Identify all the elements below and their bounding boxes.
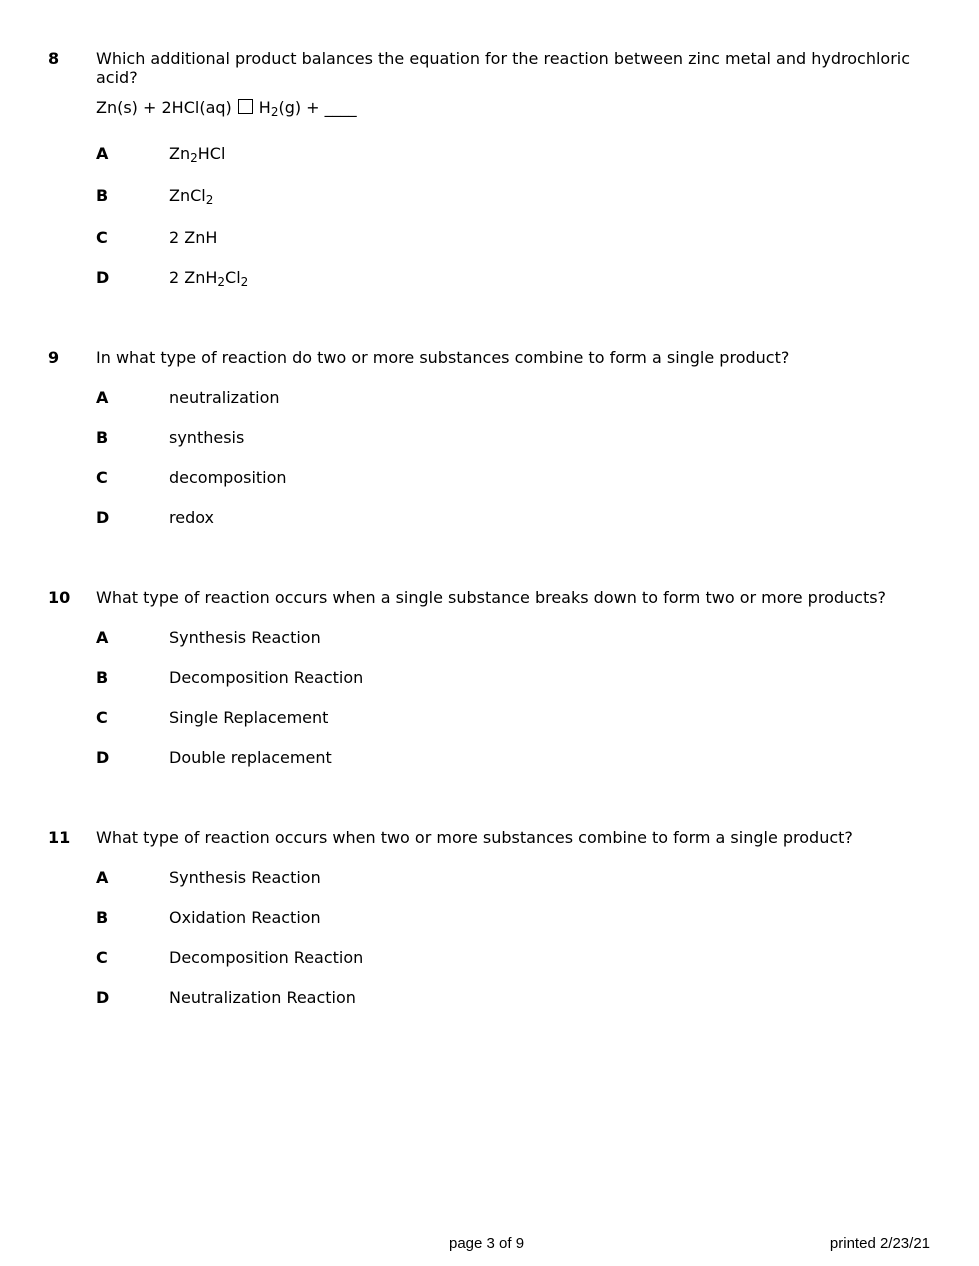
option-text: Decomposition Reaction <box>169 948 364 967</box>
option-text: decomposition <box>169 468 287 487</box>
option-letter: A <box>96 628 109 647</box>
answer-option[interactable] <box>0 388 979 408</box>
answer-option[interactable] <box>0 468 979 488</box>
option-text: synthesis <box>169 428 245 447</box>
option-letter: C <box>96 948 108 967</box>
answer-option[interactable] <box>0 268 979 288</box>
answer-option[interactable] <box>0 988 979 1008</box>
option-text: $Zn_2HCl$ <box>169 144 226 165</box>
question-text: In what type of reaction do two or more substances combine to form a single product? <box>96 348 790 367</box>
question-text: What type of reaction occurs when a single substance breaks down to form two or more products? <box>96 588 887 607</box>
option-letter: C <box>96 468 108 487</box>
option-text: Single Replacement <box>169 708 329 727</box>
option-letter: B <box>96 428 109 447</box>
question-number: 10 <box>48 588 71 607</box>
answer-option[interactable] <box>0 708 979 728</box>
printed-date: printed 2/23/21 <box>829 1235 930 1252</box>
option-text: Double replacement <box>169 748 332 767</box>
option-letter: D <box>96 268 110 287</box>
option-letter: D <box>96 508 110 527</box>
option-letter: A <box>96 388 109 407</box>
option-text: Synthesis Reaction <box>169 628 321 647</box>
question-number: 8 <box>48 49 60 68</box>
option-letter: C <box>96 228 108 247</box>
option-letter: B <box>96 186 109 205</box>
arrow-box-icon <box>238 99 253 114</box>
option-letter: D <box>96 988 110 1007</box>
option-text: redox <box>169 508 214 527</box>
equation-left: Zn(s) + 2HCl(aq) <box>96 98 232 117</box>
answer-option[interactable] <box>0 508 979 528</box>
answer-option[interactable] <box>0 144 979 164</box>
answer-option[interactable] <box>0 748 979 768</box>
option-letter: D <box>96 748 110 767</box>
option-text: ZnCl$_2$ <box>169 186 214 207</box>
answer-option[interactable] <box>0 948 979 968</box>
option-text: 2 $ZnH_2Cl_2$ <box>169 268 249 289</box>
option-letter: A <box>96 144 109 163</box>
answer-option[interactable] <box>0 186 979 206</box>
equation-right-post: (g) + ____ <box>278 98 357 117</box>
equation-right-sub: 2 <box>270 105 279 119</box>
answer-option[interactable] <box>0 228 979 248</box>
page-number: page 3 of 9 <box>449 1235 525 1252</box>
answer-option[interactable] <box>0 868 979 888</box>
option-text: Decomposition Reaction <box>169 668 364 687</box>
option-letter: A <box>96 868 109 887</box>
answer-option[interactable] <box>0 428 979 448</box>
option-text: Oxidation Reaction <box>169 908 321 927</box>
chemical-equation <box>96 98 357 117</box>
equation-right-pre: H <box>258 98 271 117</box>
option-letter: C <box>96 708 108 727</box>
option-text: Neutralization Reaction <box>169 988 356 1007</box>
question-text: Which additional product balances the equation for the reaction between zinc metal and hydrochloric acid? <box>96 49 911 87</box>
option-text: neutralization <box>169 388 280 407</box>
option-text: 2 ZnH <box>169 228 218 247</box>
option-letter: B <box>96 668 109 687</box>
option-letter: B <box>96 908 109 927</box>
question-text: What type of reaction occurs when two or more substances combine to form a single product? <box>96 828 853 847</box>
answer-option[interactable] <box>0 908 979 928</box>
option-text: Synthesis Reaction <box>169 868 321 887</box>
question-number: 9 <box>48 348 60 367</box>
answer-option[interactable] <box>0 668 979 688</box>
answer-option[interactable] <box>0 628 979 648</box>
question-number: 11 <box>48 828 71 847</box>
